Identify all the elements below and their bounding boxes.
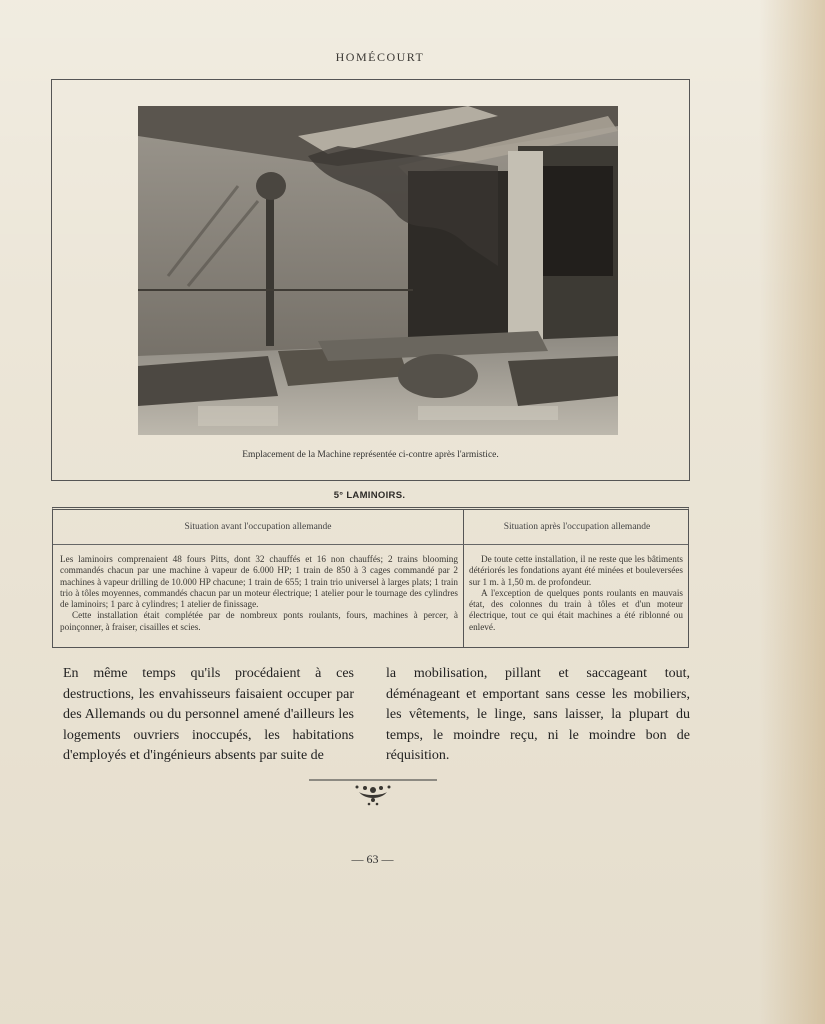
before-paragraph: Cette installation était complétée par de nombreux ponts roulants, fours, machines à percer, à poinçonner, à fraiser, cisailles et scies. [60, 610, 458, 632]
after-paragraph: De toute cette installation, il ne reste que les bâtiments détériorés les fondations ayant été minées et bouleversées sur 1 m. à 1,50 m. de profondeur. [469, 554, 683, 587]
header-divider [53, 544, 688, 545]
section-title: 5° LAMINOIRS. [333, 490, 406, 501]
before-paragraph: Les laminoirs comprenaient 48 fours Pitts, dont 32 chauffés et 16 non chauffés; 2 trains blooming commandés chacun par une machine à vapeur de 6.000 HP; 1 train de 850 à 3 cages commandé par 2 machines à vapeur drilling de 10.000 HP chacune; 1 train de 655; 1 train trio universel à larges plats; 1 train trio à tôles moyennes, commandés chacun par un moteur électrique; 1 atelier pour le tournage des cylindres de laminoirs; 1 parc à cylindres; 1 atelier de finissage. [60, 554, 458, 610]
column-body-after [469, 554, 683, 633]
rolling-mill-photo [138, 106, 618, 435]
column-heading-before: Situation avant l'occupation allemande [184, 522, 332, 532]
after-paragraph: A l'exception de quelques ponts roulants en mauvais état, des colonnes du train à tôles et d'un moteur électrique, tout ce qui était machines a été riblonné ou enlevé. [469, 587, 683, 632]
figure-frame [51, 79, 690, 481]
comparison-table [52, 507, 689, 648]
ornament-icon [309, 778, 437, 810]
figure-caption: Emplacement de la Machine représentée ci-contre après l'armistice. [242, 450, 499, 460]
page-number: — 63 — [351, 852, 394, 866]
photo-illustration [138, 106, 618, 435]
body-text-left: En même temps qu'ils procédaient à ces destructions, les envahisseurs faisaient occuper par des Allemands ou du personnel amené d'ailleurs les logements ouvriers inoccupés, les habitations d'employés et d'ingénieurs absents par suite de [63, 666, 354, 763]
running-head: HOMÉCOURT [335, 50, 425, 64]
column-body-before [60, 554, 458, 633]
body-text-right: la mobilisation, pillant et saccageant tout, déménageant et emportant sans cesse les mobiliers, les vêtements, le linge, sans laisser, la plupart du temps, le moindre reçu, ni le moindre bon de réquisition. [386, 666, 690, 763]
column-heading-after: Situation après l'occupation allemande [503, 522, 651, 532]
tailpiece-ornament [309, 778, 437, 810]
